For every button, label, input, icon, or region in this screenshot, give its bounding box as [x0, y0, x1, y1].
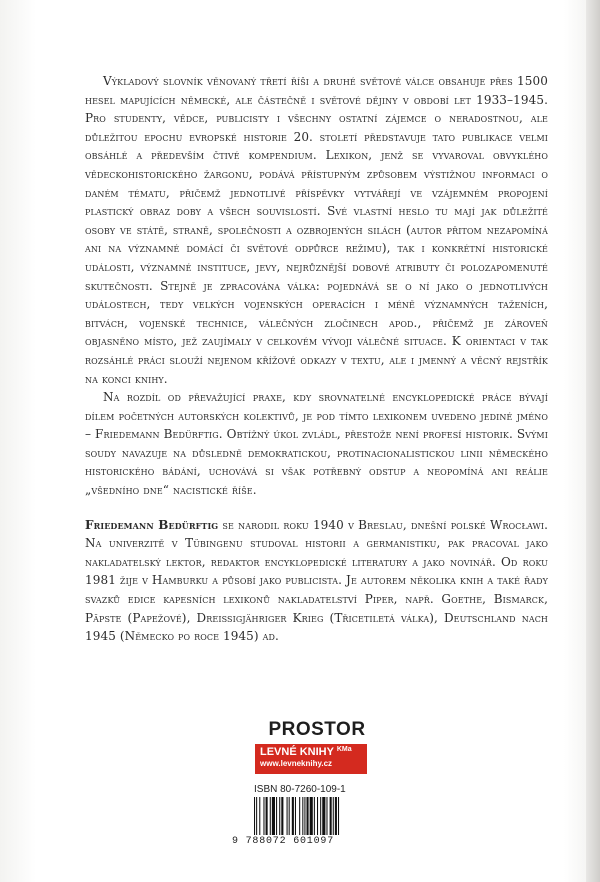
book-spine-edge	[586, 0, 600, 882]
author-bio	[85, 516, 548, 646]
isbn-label: ISBN 80-7260-109-1	[254, 784, 346, 795]
blurb-paragraph-2: Na rozdíl od převažující praxe, kdy srovnatelné encyklopedické práce bývají dílem početných autorských kolektivů, je pod tímto lexikonem uvedeno jediné jméno – Friedemann Bedürftig. Obtížný úkol zvládl, přestože není profesí historik. Svými soudy navazuje na důsledně demokratickou, protinacionalistickou linii německého historického bádání, uchovává si však potřebný odstup a neopomíná ani reálie „všedního dne“ nacistické říše.	[85, 390, 548, 498]
blurb-paragraph-1: Výkladový slovník věnovaný třetí říši a druhé světové válce obsahuje přes 1500 hesel mapujících německé, ale částečně i světové dějiny v období let 1933–1945. Pro studenty, vědce, publicisty i všechny ostatní zájemce o neradostnou, ale důležitou epochu evropské historie 20. století představuje tato publikace velmi obsáhlé a především čtivé kompendium. Lexikon, jenž se vyvaroval obvyklého vědeckohistorického žargonu, podává přístupným způsobem výstižnou informaci o daném tématu, přičemž jednotlivé příspěvky vytvářejí ve vzájemném propojení plastický obraz doby a všech souvislostí. Své vlastní heslo tu mají jak důležité osoby ve státě, straně, společnosti a ozbrojených silách (autor přitom nezapomíná ani na významné domácí či světové odpůrce režimu), tak i konkrétní historické události, významné instituce, jevy, nejrůznější dobové atributy či polozapomenuté skutečnosti. Stejně je zpracována válka: pojednává se o ní jako o jednotlivých událostech, tedy velkých vojenských operacích i méně významných taženích, bitvách, vojenské technice, válečných zločinech apod., přičemž je zároveň objasněno místo, jež zaujímaly v celkovém vývoji válečné situace. K orientaci v tak rozsáhlé práci slouží nejenom křížové odkazy v textu, ale i jmenný a věcný rejstřík na konci knihy.	[85, 74, 548, 386]
author-name: Friedemann Bedürftig	[85, 517, 219, 532]
barcode-digits: 9 788072 601097	[232, 836, 335, 847]
blurb-text	[85, 72, 548, 646]
levne-knihy-logo	[255, 744, 367, 774]
publisher-logo: PROSTOR	[268, 719, 366, 740]
levne-knihy-label: LEVNÉ KNIHY	[260, 746, 334, 758]
barcode-bars	[254, 797, 364, 835]
levne-knihy-url: www.levneknihy.cz	[260, 759, 333, 768]
levne-knihy-suffix: KMa	[336, 746, 352, 753]
barcode	[232, 797, 382, 857]
author-bio-text: se narodil roku 1940 v Breslau, dnešní polské Wrocławi. Na univerzitě v Tübingenu studoval historii a germanistiku, pak pracoval jako nakladatelský lektor, redaktor encyklopedické literatury a jako novinář. Od roku 1981 žije v Hamburku a působí jako publicista. Je autorem několika knih a také řady svazků edice kapesních lexikonů nakladatelství Piper, např. Goethe, Bismarck, Päpste (Papežové), Dreissigjähriger Krieg (Třicetiletá válka), Deutschland nach 1945 (Německo po roce 1945) ad.	[85, 517, 548, 644]
